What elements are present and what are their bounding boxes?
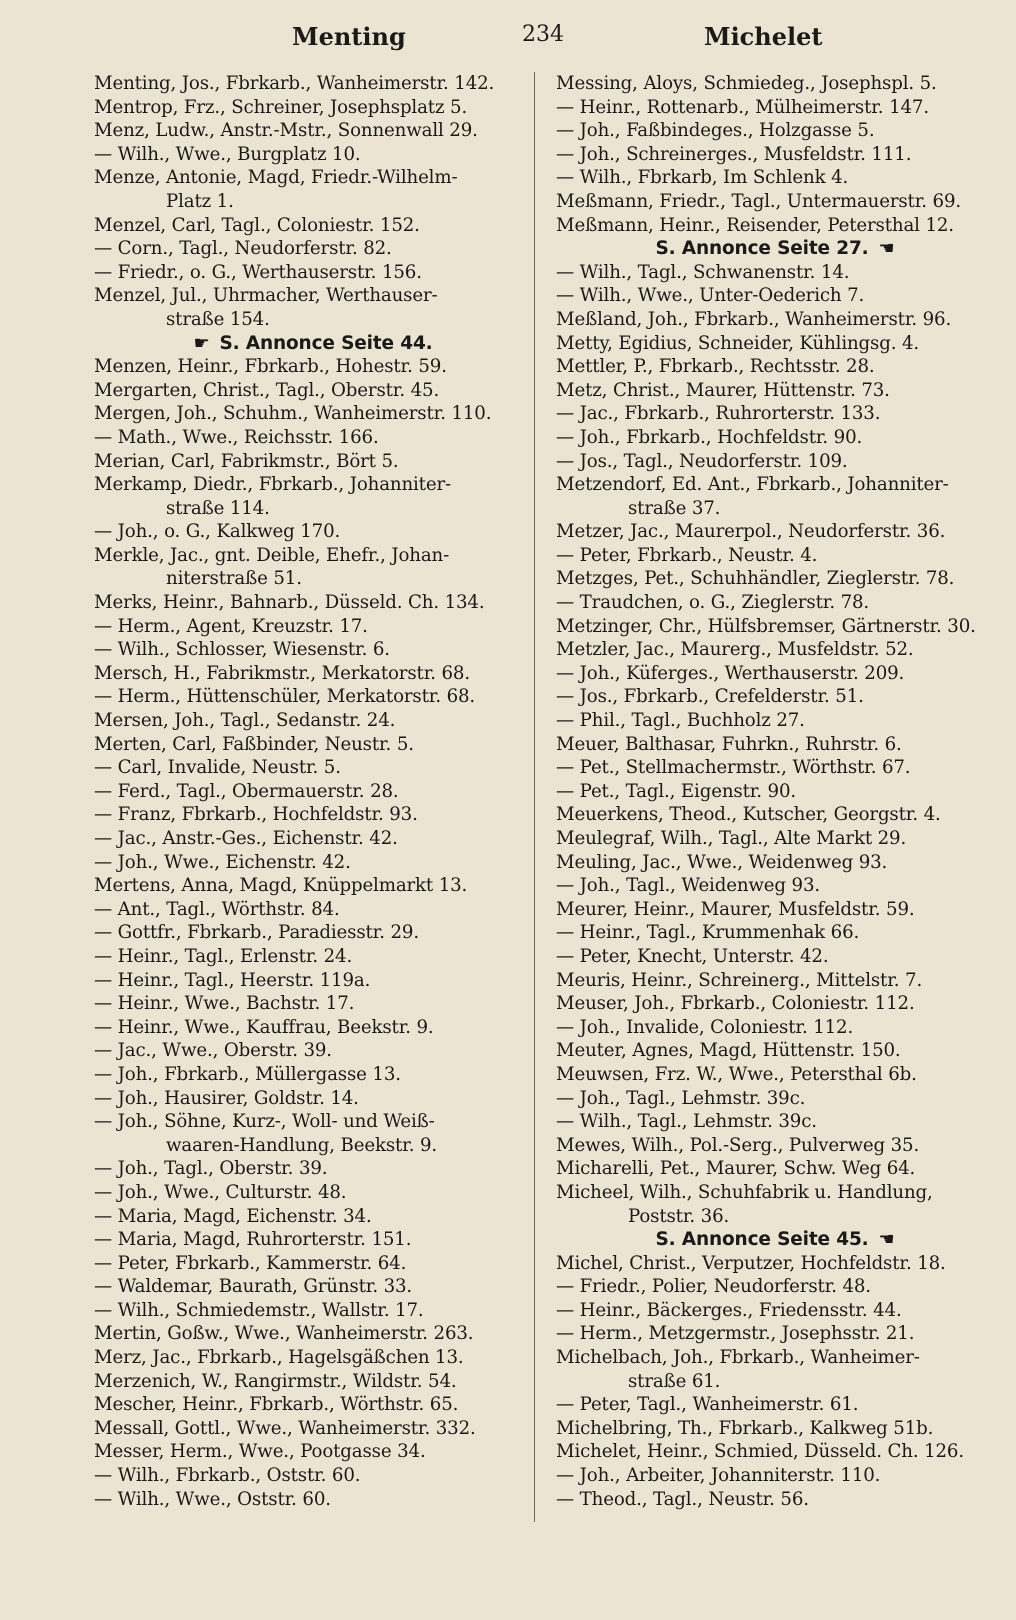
directory-entry: — Joh., Wwe., Eichenstr. 42. [94, 851, 351, 873]
directory-entry: Merz, Jac., Fbrkarb., Hagelsgäßchen 13. [94, 1347, 464, 1369]
directory-entry: — Herm., Hüttenschüler, Merkatorstr. 68. [94, 686, 476, 708]
pointing-hand-left-icon: ☚ [878, 238, 895, 260]
page-header [0, 18, 1016, 58]
directory-entry: Merkle, Jac., gnt. Deible, Ehefr., Johan- [94, 544, 450, 566]
directory-entry: — Jac., Wwe., Oberstr. 39. [94, 1040, 332, 1062]
directory-entry: — Wilh., Fbrkarb, Im Schlenk 4. [556, 167, 849, 189]
column-divider [534, 72, 535, 1522]
directory-entry: — Joh., Fbrkarb., Müllergasse 13. [94, 1063, 401, 1085]
directory-entry: — Friedr., Polier, Neudorferstr. 48. [556, 1276, 871, 1298]
directory-entry: — Joh., Faßbindeges., Holzgasse 5. [556, 120, 875, 142]
annonce-reference [94, 332, 532, 356]
directory-entry: — Wilh., Tagl., Schwanenstr. 14. [556, 261, 850, 283]
directory-entry: Mergen, Joh., Schuhm., Wanheimerstr. 110. [94, 403, 492, 425]
directory-entry: — Joh., Tagl., Weidenweg 93. [556, 875, 821, 897]
directory-entry: Mersch, H., Fabrikmstr., Merkatorstr. 68. [94, 662, 470, 684]
entry-continuation: straße 61. [628, 1370, 721, 1392]
entry-continuation: Platz 1. [166, 190, 234, 212]
directory-entry: — Heinr., Rottenarb., Mülheimerstr. 147. [556, 96, 929, 118]
directory-entry: — Joh., Tagl., Lehmstr. 39c. [556, 1087, 806, 1109]
directory-entry: Messall, Gottl., Wwe., Wanheimerstr. 332. [94, 1417, 476, 1439]
directory-entry: — Jos., Fbrkarb., Crefelderstr. 51. [556, 686, 864, 708]
directory-entry: — Heinr., Tagl., Krummenhak 66. [556, 922, 860, 944]
directory-entry: — Heinr., Wwe., Kauffrau, Beekstr. 9. [94, 1016, 434, 1038]
directory-entry: Merzenich, W., Rangirmstr., Wildstr. 54. [94, 1370, 457, 1392]
header-right-keyword: Michelet [704, 22, 823, 51]
directory-entry: Menting, Jos., Fbrkarb., Wanheimerstr. 142. [94, 73, 495, 94]
directory-entry: Michelbach, Joh., Fbrkarb., Wanheimer- [556, 1347, 920, 1369]
directory-entry: Mertens, Anna, Magd, Knüppelmarkt 13. [94, 875, 468, 897]
directory-entry: Menzen, Heinr., Fbrkarb., Hohestr. 59. [94, 356, 447, 378]
directory-entry: Mertin, Goßw., Wwe., Wanheimerstr. 263. [94, 1323, 474, 1345]
directory-entry: — Peter, Fbrkarb., Neustr. 4. [556, 544, 818, 566]
entry-continuation: straße 114. [166, 497, 270, 519]
page-number: 234 [522, 22, 564, 47]
annonce-text: S. Annonce Seite 44. [219, 332, 433, 354]
directory-entry: Metz, Christ., Maurer, Hüttenstr. 73. [556, 379, 890, 401]
directory-entry: Merten, Carl, Faßbinder, Neustr. 5. [94, 733, 414, 755]
directory-entry: — Herm., Agent, Kreuzstr. 17. [94, 615, 368, 637]
directory-entry: — Phil., Tagl., Buchholz 27. [556, 710, 805, 732]
directory-entry: — Pet., Tagl., Eigenstr. 90. [556, 780, 797, 802]
annonce-reference [556, 1228, 994, 1252]
directory-entry: — Heinr., Wwe., Bachstr. 17. [94, 993, 355, 1015]
directory-entry: Mersen, Joh., Tagl., Sedanstr. 24. [94, 710, 396, 732]
directory-entry: Meuris, Heinr., Schreinerg., Mittelstr. 7. [556, 969, 923, 991]
directory-entry: Menzel, Carl, Tagl., Coloniestr. 152. [94, 214, 420, 236]
directory-entry: Mettler, P., Fbrkarb., Rechtsstr. 28. [556, 356, 875, 378]
directory-entry: — Joh., Schreinerges., Musfeldstr. 111. [556, 143, 912, 165]
directory-entry: — Jac., Fbrkarb., Ruhrorterstr. 133. [556, 403, 881, 425]
directory-entry: — Heinr., Tagl., Heerstr. 119a. [94, 969, 371, 991]
directory-entry: Meuwsen, Frz. W., Wwe., Petersthal 6b. [556, 1063, 917, 1085]
directory-entry: Metzendorf, Ed. Ant., Fbrkarb., Johanniter- [556, 474, 949, 496]
directory-entry: — Franz, Fbrkarb., Hochfeldstr. 93. [94, 804, 418, 826]
directory-entry: — Joh., o. G., Kalkweg 170. [94, 521, 341, 543]
directory-entry: — Pet., Stellmachermstr., Wörthstr. 67. [556, 757, 911, 779]
directory-entry: Meuter, Agnes, Magd, Hüttenstr. 150. [556, 1040, 901, 1062]
directory-entry: Merian, Carl, Fabrikmstr., Bört 5. [94, 450, 399, 472]
directory-entry: Meßmann, Heinr., Reisender, Petersthal 12. [556, 214, 954, 236]
directory-entry: — Wilh., Wwe., Burgplatz 10. [94, 143, 361, 165]
directory-entry: — Wilh., Schmiedemstr., Wallstr. 17. [94, 1299, 424, 1321]
entry-continuation: straße 37. [628, 497, 721, 519]
directory-entry: — Traudchen, o. G., Zieglerstr. 78. [556, 592, 870, 614]
directory-entry: Micheel, Wilh., Schuhfabrik u. Handlung, [556, 1181, 933, 1203]
directory-entry: — Gottfr., Fbrkarb., Paradiesstr. 29. [94, 922, 419, 944]
directory-entry: Metzer, Jac., Maurerpol., Neudorferstr. 36. [556, 521, 946, 543]
directory-entry: Menze, Antonie, Magd, Friedr.-Wilhelm- [94, 167, 458, 189]
directory-entry: Mewes, Wilh., Pol.-Serg., Pulverweg 35. [556, 1134, 920, 1156]
directory-entry: — Math., Wwe., Reichsstr. 166. [94, 426, 379, 448]
directory-entry: — Carl, Invalide, Neustr. 5. [94, 757, 341, 779]
directory-entry: Meuser, Joh., Fbrkarb., Coloniestr. 112. [556, 993, 915, 1015]
directory-entry: Merkamp, Diedr., Fbrkarb., Johanniter- [94, 474, 451, 496]
annonce-text: S. Annonce Seite 27. [655, 238, 869, 260]
directory-entry: Meuerkens, Theod., Kutscher, Georgstr. 4. [556, 804, 941, 826]
directory-entry: — Heinr., Bäckerges., Friedensstr. 44. [556, 1299, 902, 1321]
directory-entry: Menz, Ludw., Anstr.-Mstr., Sonnenwall 29. [94, 120, 478, 142]
directory-entry: — Wilh., Tagl., Lehmstr. 39c. [556, 1111, 817, 1133]
directory-entry: — Ferd., Tagl., Obermauerstr. 28. [94, 780, 399, 802]
entry-continuation: waaren-Handlung, Beekstr. 9. [166, 1134, 438, 1156]
header-left-keyword: Menting [292, 22, 406, 51]
directory-entry: — Joh., Hausirer, Goldstr. 14. [94, 1087, 359, 1109]
directory-entry: — Joh., Arbeiter, Johanniterstr. 110. [556, 1465, 881, 1487]
directory-entry: Meurer, Heinr., Maurer, Musfeldstr. 59. [556, 898, 915, 920]
directory-entry: Meulegraf, Wilh., Tagl., Alte Markt 29. [556, 828, 907, 849]
directory-entry: — Joh., Invalide, Coloniestr. 112. [556, 1016, 854, 1038]
directory-entry: Merks, Heinr., Bahnarb., Düsseld. Ch. 134. [94, 592, 485, 614]
directory-entry: Meuling, Jac., Wwe., Weidenweg 93. [556, 851, 888, 873]
directory-entry: — Waldemar, Baurath, Grünstr. 33. [94, 1276, 413, 1298]
directory-entry: Meßland, Joh., Fbrkarb., Wanheimerstr. 96. [556, 308, 952, 330]
directory-entry: — Wilh., Wwe., Unter-Oederich 7. [556, 285, 865, 307]
directory-entry: Micharelli, Pet., Maurer, Schw. Weg 64. [556, 1158, 916, 1180]
directory-entry: Messing, Aloys, Schmiedeg., Josephspl. 5. [556, 73, 937, 94]
right-column [556, 72, 994, 1511]
directory-entry: — Ant., Tagl., Wörthstr. 84. [94, 898, 340, 920]
directory-entry: — Jos., Tagl., Neudorferstr. 109. [556, 450, 848, 472]
directory-entry: — Joh., Wwe., Culturstr. 48. [94, 1181, 347, 1203]
entry-continuation: Poststr. 36. [628, 1205, 730, 1227]
directory-entry: Messer, Herm., Wwe., Pootgasse 34. [94, 1441, 426, 1463]
directory-entry: Michel, Christ., Verputzer, Hochfeldstr. 18. [556, 1252, 946, 1274]
entry-continuation: niterstraße 51. [166, 568, 302, 590]
left-column [94, 72, 532, 1511]
directory-entry: — Peter, Knecht, Unterstr. 42. [556, 945, 829, 967]
directory-entry: Metzges, Pet., Schuhhändler, Zieglerstr. 78. [556, 568, 955, 590]
directory-entry: — Peter, Fbrkarb., Kammerstr. 64. [94, 1252, 407, 1274]
directory-entry: — Joh., Fbrkarb., Hochfeldstr. 90. [556, 426, 863, 448]
pointing-hand-left-icon: ☚ [878, 1229, 895, 1251]
directory-entry: — Wilh., Fbrkarb., Oststr. 60. [94, 1465, 361, 1487]
directory-entry: — Heinr., Tagl., Erlenstr. 24. [94, 945, 353, 967]
annonce-text: S. Annonce Seite 45. [655, 1229, 869, 1251]
annonce-reference [556, 237, 994, 261]
directory-entry: — Corn., Tagl., Neudorferstr. 82. [94, 238, 392, 260]
directory-entry: — Wilh., Schlosser, Wiesenstr. 6. [94, 639, 390, 661]
directory-entry: — Wilh., Wwe., Oststr. 60. [94, 1488, 331, 1510]
entry-continuation: straße 154. [166, 308, 270, 330]
directory-entry: Michelet, Heinr., Schmied, Düsseld. Ch. 126. [556, 1441, 964, 1463]
directory-entry: — Theod., Tagl., Neustr. 56. [556, 1488, 809, 1510]
directory-entry: — Joh., Tagl., Oberstr. 39. [94, 1158, 328, 1180]
directory-entry: — Maria, Magd, Eichenstr. 34. [94, 1205, 372, 1227]
directory-entry: Menzel, Jul., Uhrmacher, Werthauser- [94, 285, 438, 307]
directory-entry: Metty, Egidius, Schneider, Kühlingsg. 4. [556, 332, 920, 354]
directory-entry: Mergarten, Christ., Tagl., Oberstr. 45. [94, 379, 440, 401]
directory-entry: — Joh., Küferges., Werthauserstr. 209. [556, 662, 905, 684]
directory-entry: — Herm., Metzgermstr., Josephsstr. 21. [556, 1323, 915, 1345]
directory-entry: — Friedr., o. G., Werthauserstr. 156. [94, 261, 422, 283]
directory-entry: — Peter, Tagl., Wanheimerstr. 61. [556, 1394, 859, 1416]
directory-entry: — Maria, Magd, Ruhrorterstr. 151. [94, 1229, 412, 1251]
directory-entry: — Joh., Söhne, Kurz-, Woll- und Weiß- [94, 1111, 435, 1133]
directory-entry: — Jac., Anstr.-Ges., Eichenstr. 42. [94, 828, 398, 849]
directory-entry: Metzinger, Chr., Hülfsbremser, Gärtnerstr. 30. [556, 615, 976, 637]
pointing-hand-right-icon: ☛ [193, 332, 210, 354]
directory-entry: Michelbring, Th., Fbrkarb., Kalkweg 51b. [556, 1417, 934, 1439]
directory-entry: Meuer, Balthasar, Fuhrkn., Ruhrstr. 6. [556, 733, 902, 755]
directory-entry: Meßmann, Friedr., Tagl., Untermauerstr. 69. [556, 190, 961, 212]
directory-entry: Mentrop, Frz., Schreiner, Josephsplatz 5. [94, 96, 468, 118]
directory-entry: Mescher, Heinr., Fbrkarb., Wörthstr. 65. [94, 1394, 459, 1416]
directory-entry: Metzler, Jac., Maurerg., Musfeldstr. 52. [556, 639, 914, 661]
